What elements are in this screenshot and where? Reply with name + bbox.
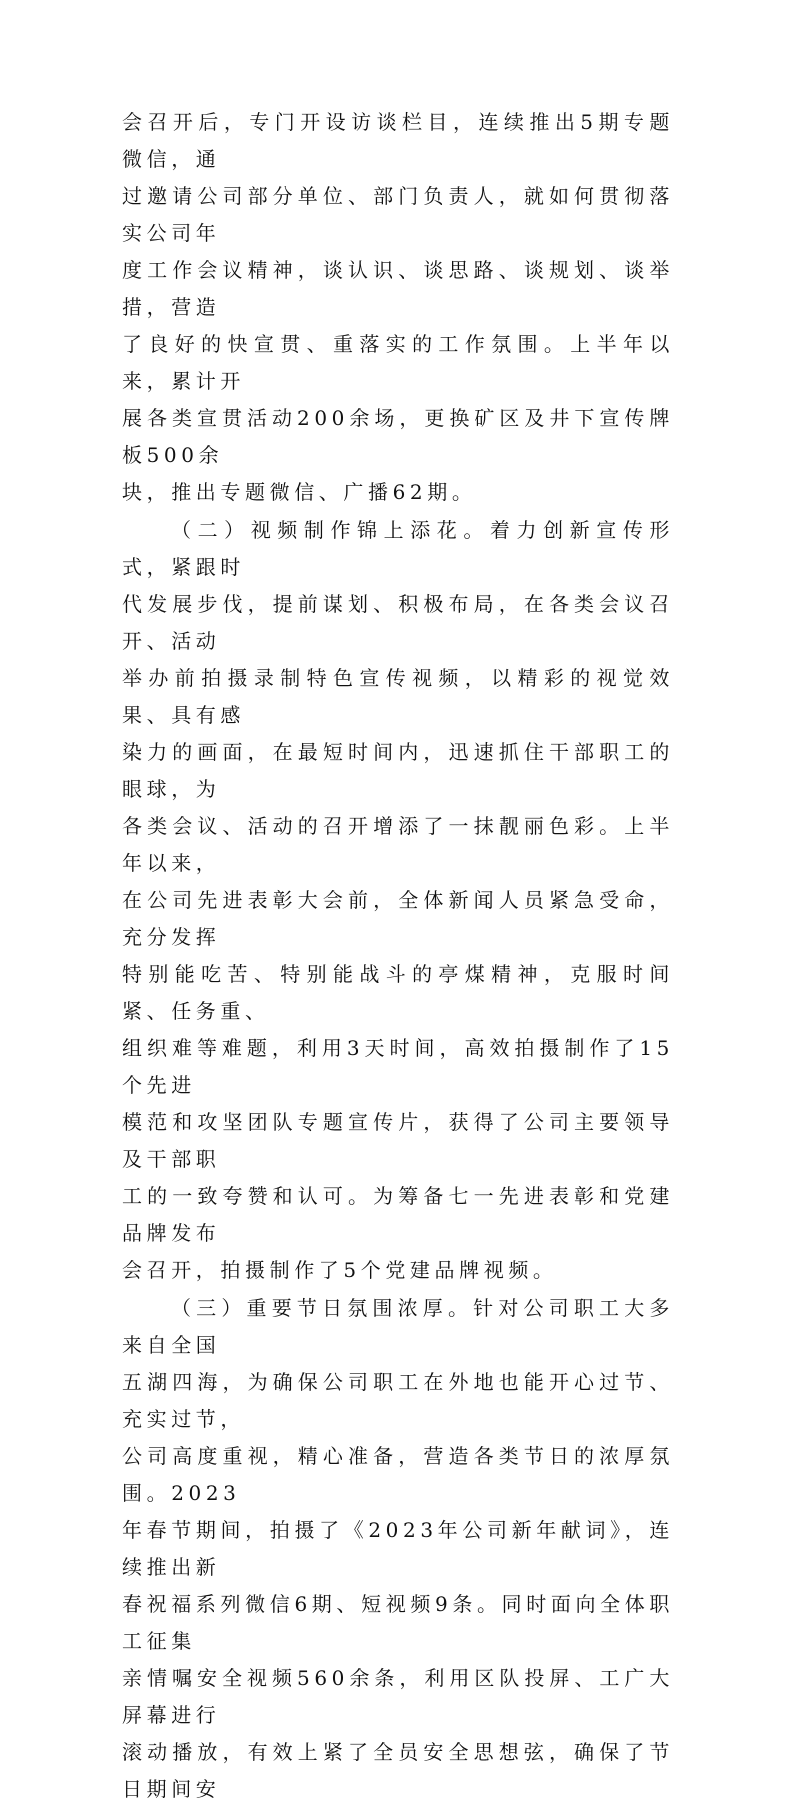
text-line: 举办前拍摄录制特色宣传视频，以精彩的视觉效果、具有感 — [122, 660, 674, 734]
text-line: 年春节期间，拍摄了《2023年公司新年献词》，连续推出新 — [122, 1512, 674, 1586]
text-line: 在公司先进表彰大会前，全体新闻人员紧急受命，充分发挥 — [122, 882, 674, 956]
text-line: 春祝福系列微信6期、短视频9条。同时面向全体职工征集 — [122, 1586, 674, 1660]
section-heading-line: （二）视频制作锦上添花。着力创新宣传形式，紧跟时 — [122, 512, 674, 586]
text-line: 组织难等难题，利用3天时间，高效拍摄制作了15个先进 — [122, 1030, 674, 1104]
text-line: 公司高度重视，精心准备，营造各类节日的浓厚氛围。2023 — [122, 1438, 674, 1512]
text-line: 了良好的快宣贯、重落实的工作氛围。上半年以来，累计开 — [122, 326, 674, 400]
text-line: 模范和攻坚团队专题宣传片，获得了公司主要领导及干部职 — [122, 1104, 674, 1178]
text-line: 特别能吃苦、特别能战斗的亭煤精神，克服时间紧、任务重、 — [122, 956, 674, 1030]
document-body — [122, 104, 674, 1808]
text-line: 块，推出专题微信、广播62期。 — [122, 474, 674, 511]
text-line: 展各类宣贯活动200余场，更换矿区及井下宣传牌板500余 — [122, 400, 674, 474]
text-line: 会召开，拍摄制作了5个党建品牌视频。 — [122, 1252, 674, 1289]
text-line: 工的一致夸赞和认可。为筹备七一先进表彰和党建品牌发布 — [122, 1178, 674, 1252]
text-line: 亲情嘱安全视频560余条，利用区队投屏、工广大屏幕进行 — [122, 1660, 674, 1734]
text-line: 过邀请公司部分单位、部门负责人，就如何贯彻落实公司年 — [122, 178, 674, 252]
text-line: 各类会议、活动的召开增添了一抹靓丽色彩。上半年以来， — [122, 808, 674, 882]
text-line: 染力的画面，在最短时间内，迅速抓住干部职工的眼球，为 — [122, 734, 674, 808]
text-line: 代发展步伐，提前谋划、积极布局，在各类会议召开、活动 — [122, 586, 674, 660]
text-line: 五湖四海，为确保公司职工在外地也能开心过节、充实过节， — [122, 1364, 674, 1438]
paragraph-festival-atmosphere — [122, 1290, 674, 1808]
section-heading-line: （三）重要节日氛围浓厚。针对公司职工大多来自全国 — [122, 1290, 674, 1364]
paragraph-continuation — [122, 104, 674, 512]
text-line: 会召开后，专门开设访谈栏目，连续推出5期专题微信，通 — [122, 104, 674, 178]
text-line: 度工作会议精神，谈认识、谈思路、谈规划、谈举措，营造 — [122, 252, 674, 326]
paragraph-video-production — [122, 512, 674, 1290]
text-line: 滚动播放，有效上紧了全员安全思想弦，确保了节日期间安 — [122, 1734, 674, 1808]
